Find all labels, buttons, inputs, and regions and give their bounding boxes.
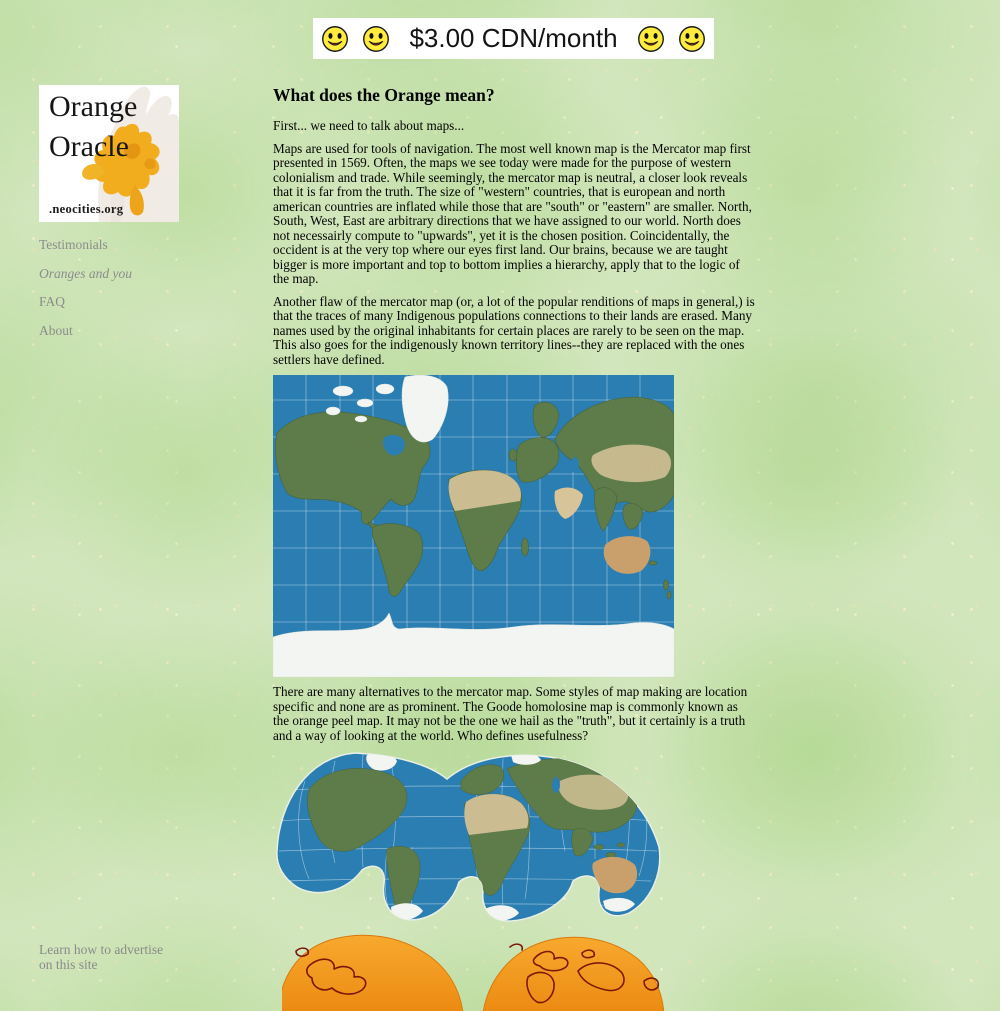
sidebar-item-oranges-and-you[interactable]: Oranges and you: [39, 265, 132, 281]
logo-title-line1: Orange: [49, 90, 138, 123]
main-content: [273, 85, 755, 1011]
mercator-map-image: [273, 375, 674, 677]
smiley-face-icon: [678, 25, 706, 53]
intro-paragraph: First... we need to talk about maps...: [273, 118, 465, 133]
sidebar-item-faq[interactable]: FAQ: [39, 294, 66, 309]
site-logo[interactable]: [39, 85, 179, 222]
sidebar-item-testimonials[interactable]: Testimonials: [39, 237, 108, 252]
logo-domain: .neocities.org: [49, 202, 124, 216]
alternatives-paragraph: There are many alternatives to the mercator map. Some styles of map making are location specific and none are as prominent. The Goode homolosine map is commonly known as the orange peel map. It may not be the one we hail as the "truth", but it certainly is a truth and a way of looking at the world. Who defines usefulness?: [273, 684, 748, 743]
orange-peel-map-image: [282, 933, 666, 1011]
indigenous-paragraph: Another flaw of the mercator map (or, a lot of the popular renditions of maps in general,) is that the traces of many Indigenous populations connections to their lands are erased. Many names used by the original inhabitants for certain places are rarely to be seen on the map. This also goes for the indigenously known territory lines--they are replaced with the ones settlers have defined.: [273, 293, 755, 367]
sidebar-item-about[interactable]: About: [39, 322, 73, 338]
smiley-face-icon: [321, 25, 349, 53]
mercator-paragraph: Maps are used for tools of navigation. The most well known map is the Mercator map first presented in 1569. Often, the maps we see today were made for the purpose of western colonialism and trade. While seemingly, the mercator map is neutral, a closer look reveals that it is far from the truth. The size of "western" countries, that is european and north american countries are inflated while those that are "south" or "eastern" are smaller. North, South, West, East are arbitrary directions that we have assigned to our world. North does not necessairly compute to "upwards", yet it is the chosen position. Coincidentally, the occident is at the very top where our eyes first land. Our brains, because we are taught bigger is more important and top to bottom implies a hierarchy, apply that to the logic of the map.: [273, 140, 752, 286]
smiley-face-icon: [637, 25, 665, 53]
goode-homolosine-map-image: [275, 751, 661, 923]
logo-title-line2: Oracle: [49, 130, 129, 163]
banner-price-text: $3.00 CDN/month: [409, 23, 618, 53]
advertise-link[interactable]: Learn how to advertise on this site: [39, 942, 164, 972]
smiley-face-icon: [362, 25, 390, 53]
sidebar-nav: [39, 237, 132, 351]
page-title: What does the Orange mean?: [273, 85, 495, 105]
ad-banner[interactable]: [313, 18, 714, 59]
